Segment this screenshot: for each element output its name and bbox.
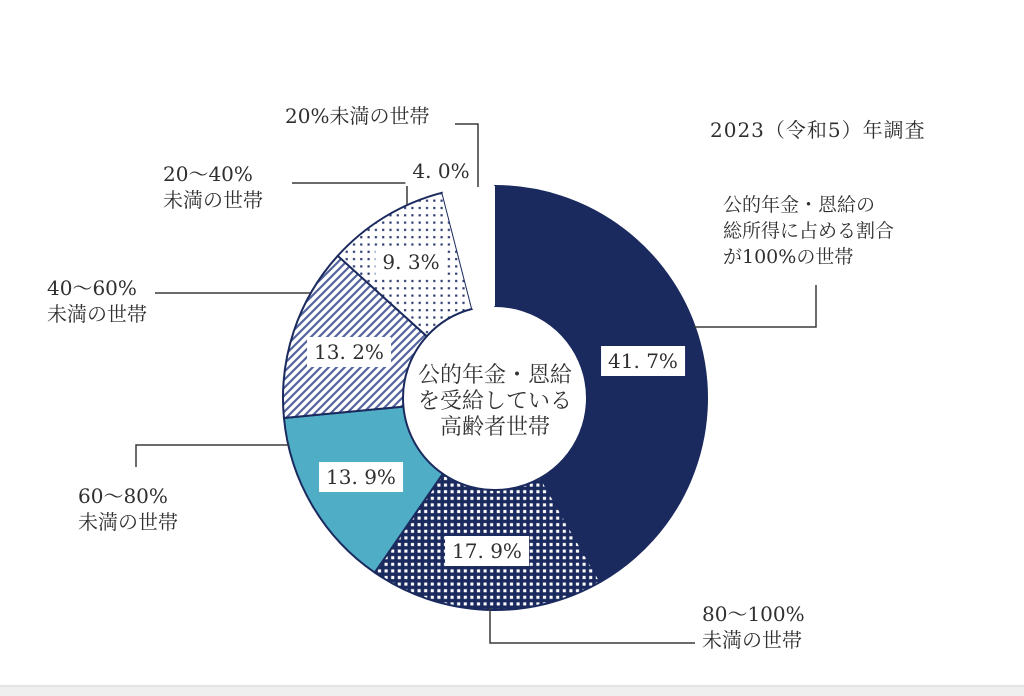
callout-label-line: 公的年金・恩給の	[723, 194, 876, 216]
value-label-ratio-80-100: 17. 9%	[445, 536, 529, 566]
value-label-ratio-40-60: 13. 2%	[307, 337, 391, 367]
callout-label-ratio-60-80	[78, 483, 178, 535]
callout-label-line: 未満の世帯	[702, 628, 802, 652]
leader-line-ratio-100	[694, 285, 816, 327]
value-label-ratio-100: 41. 7%	[601, 346, 685, 376]
callout-label-line: 40～60%	[47, 276, 137, 300]
callout-label-ratio-80-100	[702, 601, 805, 653]
callout-label-line: 20～40%	[163, 162, 253, 186]
callout-label-ratio-under-20	[285, 103, 429, 129]
donut-center-label	[418, 363, 572, 441]
leader-line-ratio-80-100	[490, 608, 695, 643]
callout-label-ratio-40-60	[47, 275, 147, 327]
callout-label-line: 未満の世帯	[47, 302, 147, 326]
callout-label-line: が100%の世帯	[723, 246, 854, 268]
callout-label-line: 総所得に占める割合	[723, 220, 895, 242]
callout-label-ratio-20-40	[163, 161, 263, 213]
leader-line-ratio-60-80	[136, 445, 289, 467]
callout-label-line: 80～100%	[702, 602, 805, 626]
value-label-ratio-60-80: 13. 9%	[319, 462, 403, 492]
callout-label-line: 未満の世帯	[163, 188, 263, 212]
page-bottom-strip	[0, 685, 1024, 696]
donut-center-line: 高齢者世帯	[439, 415, 551, 440]
chart-title: 2023（令和5）年調査	[710, 118, 926, 142]
callout-label-line: 未満の世帯	[78, 510, 178, 534]
value-label-ratio-under-20: 4. 0%	[405, 156, 476, 186]
leader-line-ratio-20-40	[292, 183, 407, 205]
callout-label-line: 20%未満の世帯	[285, 104, 430, 128]
donut-center-line: を受給している	[417, 389, 573, 414]
value-label-ratio-20-40: 9. 3%	[375, 247, 446, 277]
donut-center-line: 公的年金・恩給	[417, 363, 573, 388]
callout-label-line: 60～80%	[78, 484, 168, 508]
callout-label-ratio-100	[723, 192, 894, 270]
